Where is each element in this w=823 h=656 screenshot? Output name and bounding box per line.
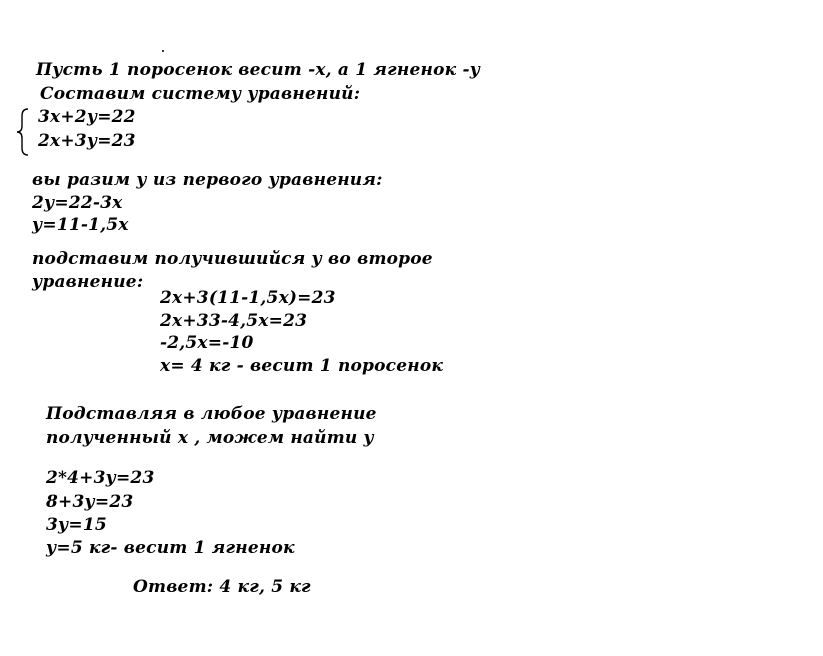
express-step-1: 2у=22-3х	[32, 193, 123, 213]
intro-line-1: Пусть 1 поросенок весит -х, а 1 ягненок -у	[36, 60, 481, 80]
find-y-heading-2: полученный х , можем найти у	[46, 428, 374, 448]
system-equation-1: 3х+2у=22	[38, 107, 136, 127]
find-y-step-3: 3у=15	[46, 515, 107, 535]
stray-dot	[162, 50, 164, 52]
intro-line-2: Составим систему уравнений:	[40, 84, 361, 104]
find-y-heading-1: Подставляя в любое уравнение	[46, 404, 377, 424]
system-equation-2: 2х+3у=23	[38, 131, 136, 151]
answer-line: Ответ: 4 кг, 5 кг	[133, 577, 311, 597]
substitute-step-2: 2х+33-4,5х=23	[160, 311, 308, 331]
express-step-2: у=11-1,5х	[32, 215, 129, 235]
substitute-heading-2: уравнение:	[32, 272, 144, 292]
find-y-step-2: 8+3у=23	[46, 492, 134, 512]
find-y-result: у=5 кг- весит 1 ягненок	[46, 538, 295, 558]
substitute-heading-1: подставим получившийся у во второе	[32, 249, 433, 269]
find-y-step-1: 2*4+3у=23	[46, 468, 155, 488]
substitute-step-1: 2х+3(11-1,5х)=23	[160, 288, 336, 308]
system-brace-icon	[16, 108, 30, 156]
substitute-result: х= 4 кг - весит 1 поросенок	[160, 356, 444, 376]
express-heading: вы разим у из первого уравнения:	[32, 170, 383, 190]
substitute-step-3: -2,5х=-10	[160, 333, 254, 353]
